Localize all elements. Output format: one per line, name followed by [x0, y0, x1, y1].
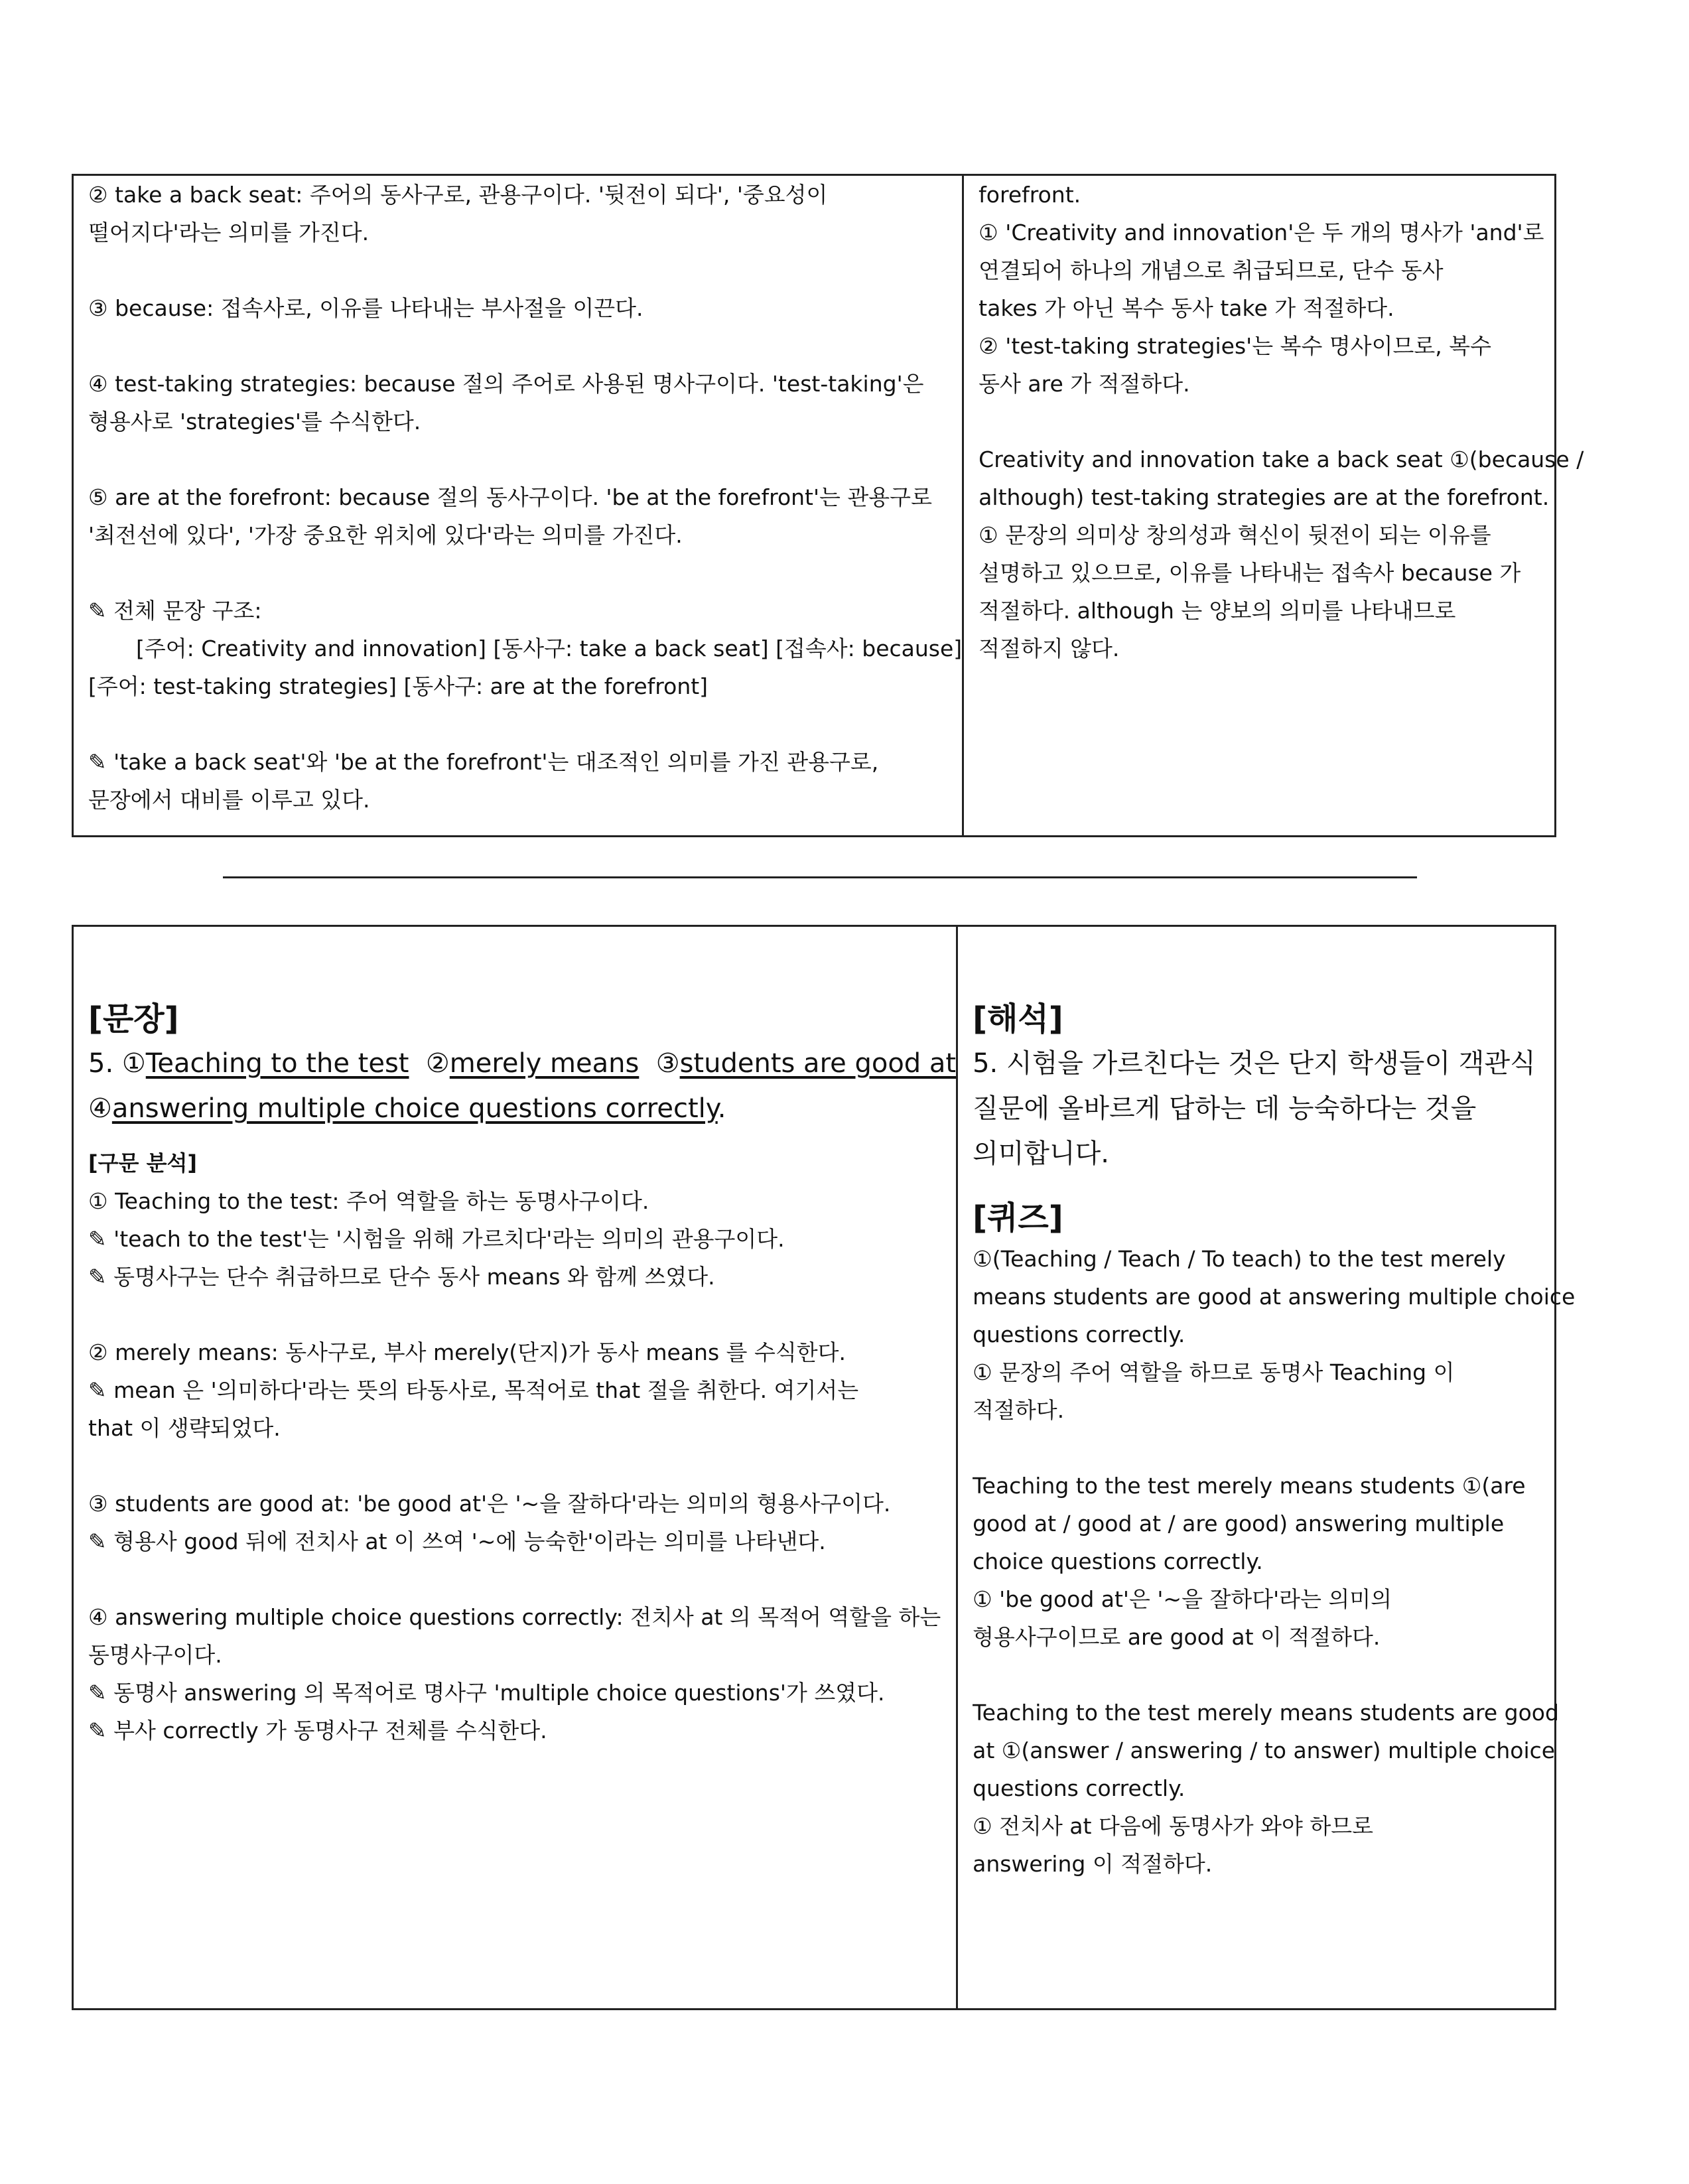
syntax-line: ✎ 전체 문장 구조:: [88, 598, 262, 624]
sentence-line-2: [88, 1086, 956, 1131]
quiz-line: 설명하고 있으므로, 이유를 나타내는 접속사 because 가: [979, 560, 1521, 586]
analysis-heading: [구문 분석]: [88, 1150, 198, 1176]
quiz-line: ② 'test-taking strategies'는 복수 명사이므로, 복수: [979, 333, 1491, 359]
quiz-line: although) test-taking strategies are at the forefront.: [979, 484, 1550, 510]
analysis-line: ✎ 부사 correctly 가 동명사구 전체를 수식한다.: [88, 1718, 547, 1743]
analysis-line: ② merely means: 동사구로, 부사 merely(단지)가 동사 means 를 수식한다.: [88, 1339, 846, 1365]
translation-line: 질문에 올바르게 답하는 데 능숙하다는 것을: [973, 1093, 1477, 1124]
analysis-line: ✎ 동명사구는 단수 취급하므로 단수 동사 means 와 함께 쓰였다.: [88, 1264, 715, 1290]
right-column-translation: [958, 927, 1575, 2008]
sentence-number: 5.: [88, 1048, 122, 1079]
sentence-period: .: [717, 1093, 726, 1124]
quiz-line: 동사 are 가 적절하다.: [979, 371, 1190, 397]
phrase-3: students are good at: [679, 1048, 957, 1079]
phrase-2: merely means: [449, 1048, 640, 1079]
analysis-line: ✎ 형용사 good 뒤에 전치사 at 이 쓰여 '~에 능숙한'이라는 의미를 나타낸다.: [88, 1529, 826, 1554]
quiz-line: forefront.: [979, 182, 1081, 208]
sentence-heading: [문장]: [88, 1000, 179, 1038]
syntax-line: ③ because: 접속사로, 이유를 나타내는 부사절을 이끈다.: [88, 295, 643, 321]
quiz-lines: [973, 1240, 1575, 1883]
quiz-line: takes 가 아닌 복수 동사 take 가 적절하다.: [979, 295, 1394, 321]
quiz-line: Teaching to the test merely means students ①(are: [973, 1473, 1526, 1499]
quiz-line: Creativity and innovation take a back seat ①(because /: [979, 446, 1584, 472]
left-column-syntax: [74, 176, 964, 835]
quiz-line: ① 문장의 주어 역할을 하므로 동명사 Teaching 이: [973, 1359, 1455, 1385]
analysis-line: ✎ 'teach to the test'는 '시험을 위해 가르치다'라는 의미의 관용구이다.: [88, 1226, 785, 1252]
syntax-line: [주어: Creativity and innovation] [동사구: take a back seat] [접속사: because]: [136, 636, 963, 661]
analysis-line: ④ answering multiple choice questions correctly: 전치사 at 의 목적어 역할을 하는: [88, 1604, 941, 1630]
quiz-heading: [퀴즈]: [973, 1199, 1063, 1237]
quiz-line: 적절하지 않다.: [979, 636, 1120, 661]
blank-line: [88, 1296, 956, 1333]
analysis-line: that 이 생략되었다.: [88, 1415, 281, 1441]
quiz-line: 형용사구이므로 are good at 이 적절하다.: [973, 1624, 1381, 1650]
blank-line: [88, 327, 962, 365]
quiz-line: choice questions correctly.: [973, 1548, 1263, 1574]
quiz-line: means students are good at answering multiple choice: [973, 1284, 1576, 1310]
quiz-line: ① 문장의 의미상 창의성과 혁신이 뒷전이 되는 이유를: [979, 522, 1491, 548]
analysis-line: 동명사구이다.: [88, 1642, 222, 1668]
syntax-line: '최전선에 있다', '가장 중요한 위치에 있다'라는 의미를 가진다.: [88, 522, 683, 548]
quiz-line: ① 전치사 at 다음에 동명사가 와야 하므로: [973, 1813, 1373, 1839]
analysis-line: ✎ mean 은 '의미하다'라는 뜻의 타동사로, 목적어로 that 절을 취한다. 여기서는: [88, 1377, 859, 1403]
quiz-line: answering 이 적절하다.: [973, 1851, 1213, 1877]
quiz-line: questions correctly.: [973, 1775, 1185, 1801]
blank-line: [88, 251, 962, 289]
analysis-lines: [88, 1182, 956, 1749]
analysis-box-bottom: [72, 925, 1576, 2010]
quiz-line: at ①(answer / answering / to answer) multiple choice: [973, 1738, 1556, 1763]
phrase-4: answering multiple choice questions correctly: [111, 1093, 718, 1124]
syntax-line: 떨어지다'라는 의미를 가진다.: [88, 220, 370, 245]
translation-heading: [해석]: [973, 1000, 1063, 1038]
section-divider: [223, 876, 1417, 878]
quiz-line: good at / good at / are good) answering multiple: [973, 1511, 1505, 1536]
marker-3: ③: [655, 1048, 680, 1079]
blank-line: [973, 1656, 1575, 1694]
syntax-line: ⑤ are at the forefront: because 절의 동사구이다. 'be at the forefront'는 관용구로: [88, 484, 932, 510]
analysis-line: ③ students are good at: 'be good at'은 '~을 잘하다'라는 의미의 형용사구이다.: [88, 1491, 891, 1517]
blank-line: [88, 1560, 956, 1598]
right-column-quiz: [964, 176, 1584, 835]
quiz-line: questions correctly.: [973, 1322, 1185, 1347]
syntax-line: ② take a back seat: 주어의 동사구로, 관용구이다. '뒷전이 되다', '중요성이: [88, 182, 828, 208]
analysis-line: ✎ 동명사 answering 의 목적어로 명사구 'multiple choice questions'가 쓰였다.: [88, 1680, 885, 1706]
syntax-line: ④ test-taking strategies: because 절의 주어로 사용된 명사구이다. 'test-taking'은: [88, 371, 924, 397]
syntax-line: 문장에서 대비를 이루고 있다.: [88, 787, 370, 813]
quiz-line: ① 'Creativity and innovation'은 두 개의 명사가 'and'로: [979, 220, 1544, 245]
quiz-line: 적절하다. although 는 양보의 의미를 나타내므로: [979, 598, 1456, 624]
blank-line: [979, 403, 1584, 441]
blank-line: [88, 705, 962, 743]
translation-line: 5. 시험을 가르친다는 것은 단지 학생들이 객관식: [973, 1048, 1536, 1079]
phrase-1: Teaching to the test: [145, 1048, 409, 1079]
quiz-line: Teaching to the test merely means students are good: [973, 1700, 1559, 1726]
syntax-line: ✎ 'take a back seat'와 'be at the forefront'는 대조적인 의미를 가진 관용구로,: [88, 749, 879, 775]
quiz-line: 연결되어 하나의 개념으로 취급되므로, 단수 동사: [979, 257, 1444, 283]
translation-lines: [973, 1041, 1575, 1176]
translation-line: 의미합니다.: [973, 1138, 1110, 1169]
left-column-sentence: [74, 927, 958, 2008]
sentence-line-1: [88, 1041, 956, 1086]
quiz-line: 적절하다.: [973, 1397, 1065, 1423]
analysis-box-top: [72, 174, 1584, 837]
blank-line: [88, 1447, 956, 1485]
quiz-line: ①(Teaching / Teach / To teach) to the test merely: [973, 1246, 1506, 1272]
quiz-line: ① 'be good at'은 '~을 잘하다'라는 의미의: [973, 1586, 1392, 1612]
marker-1: ①: [121, 1048, 146, 1079]
syntax-line: [주어: test-taking strategies] [동사구: are at the forefront]: [88, 673, 709, 699]
blank-line: [88, 554, 962, 592]
analysis-line: ① Teaching to the test: 주어 역할을 하는 동명사구이다.: [88, 1188, 649, 1214]
marker-2: ②: [425, 1048, 450, 1079]
syntax-line: 형용사로 'strategies'를 수식한다.: [88, 409, 421, 435]
blank-line: [973, 1429, 1575, 1467]
blank-line: [88, 441, 962, 478]
marker-4: ④: [88, 1093, 112, 1124]
